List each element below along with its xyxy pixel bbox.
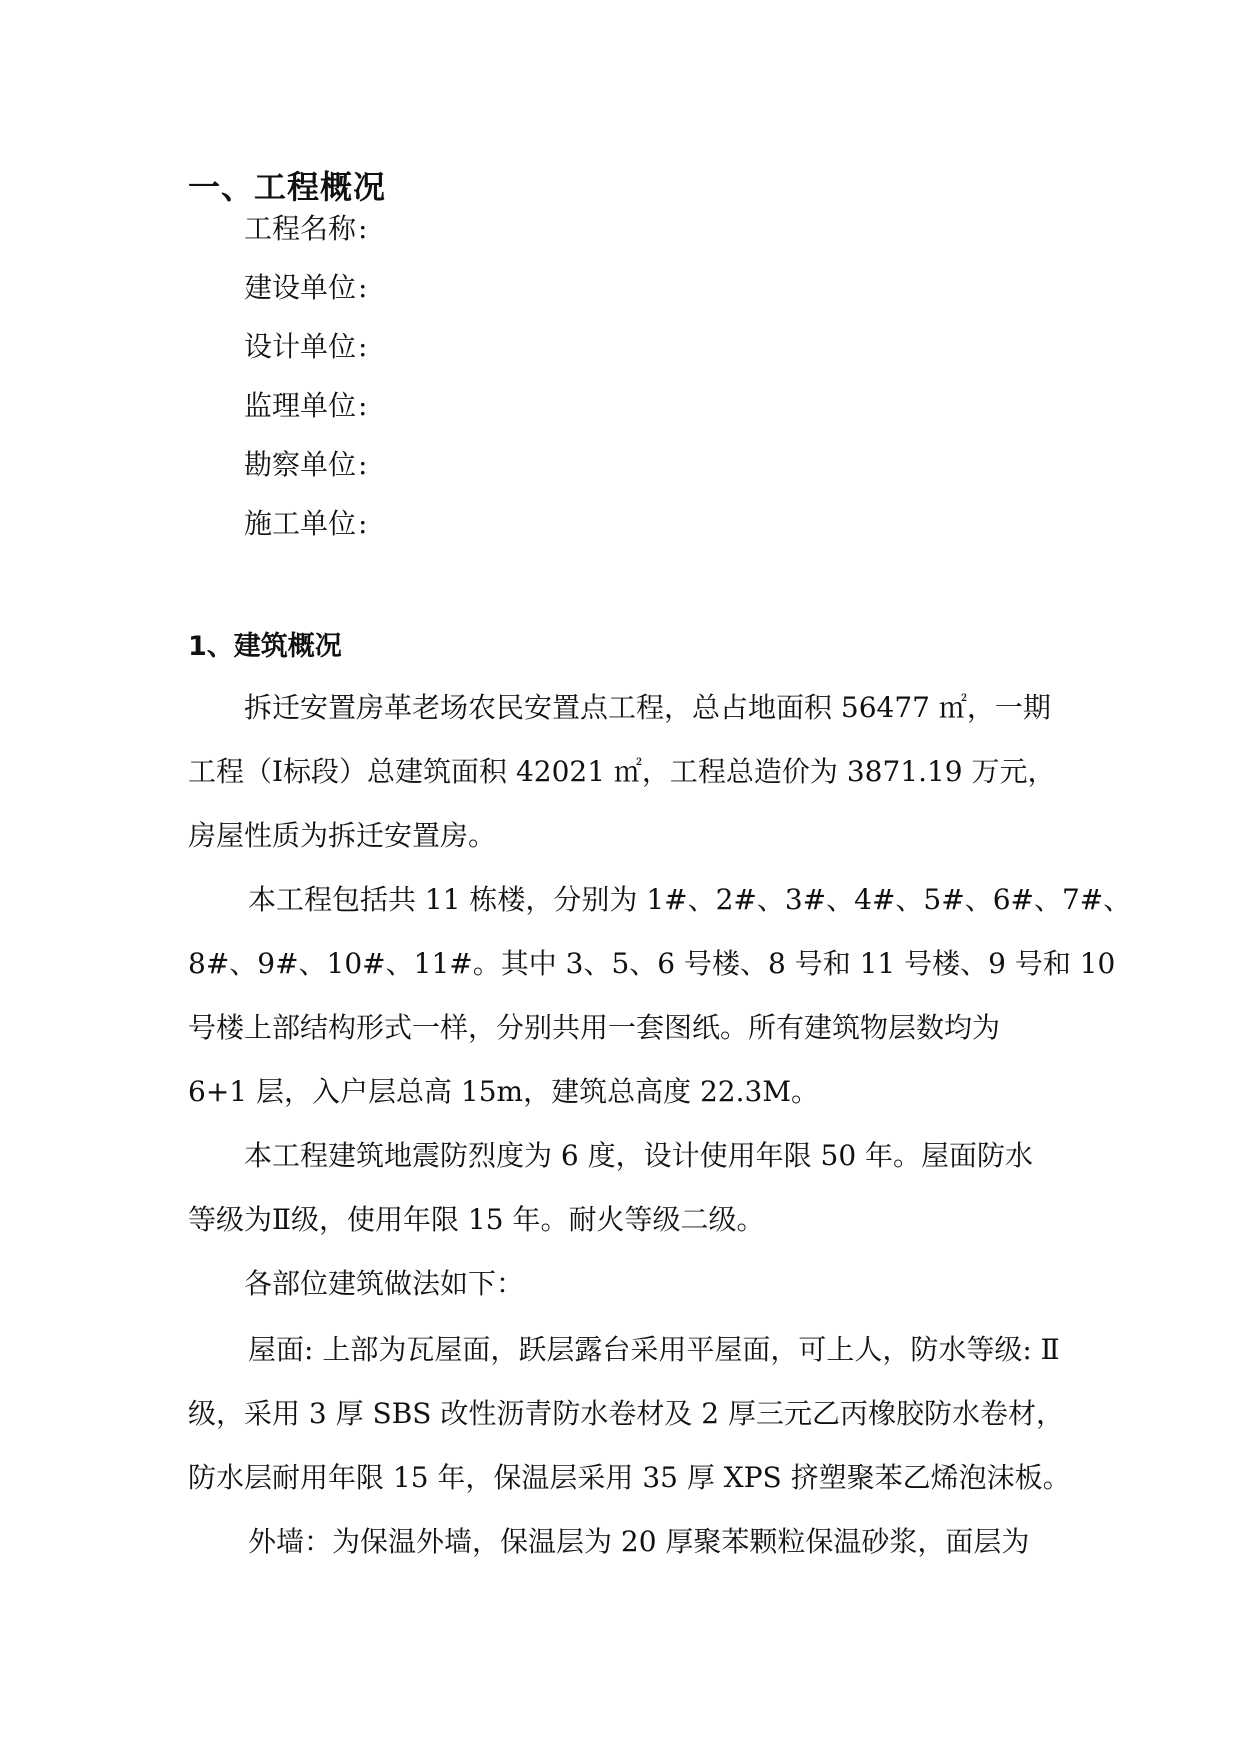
body-line: 防水层耐用年限 15 年，保温层采用 35 厚 XPS 挤塑聚苯乙烯泡沫板。 xyxy=(188,1461,1071,1494)
field-contractor-unit xyxy=(244,502,367,542)
section-title: 一、工程概况 xyxy=(188,168,387,206)
field-colon: : xyxy=(358,271,368,304)
field-supervision-unit xyxy=(244,384,367,424)
body-line: 工程（Ⅰ标段）总建筑面积 42021 ㎡，工程总造价为 3871.19 万元， xyxy=(188,755,1056,788)
body-line: 各部位建筑做法如下： xyxy=(244,1267,525,1300)
field-label: 设计单位 xyxy=(244,330,357,363)
body-line: 屋面: 上部为瓦屋面，跃层露台采用平屋面，可上人，防水等级: Ⅱ xyxy=(248,1333,1060,1366)
body-line: 外墙：为保温外墙，保温层为 20 厚聚苯颗粒保温砂浆，面层为 xyxy=(248,1525,1030,1558)
field-construction-unit xyxy=(244,266,367,306)
body-line: 6+1 层，入户层总高 15m，建筑总高度 22.3M。 xyxy=(188,1075,819,1108)
field-project-name xyxy=(244,207,367,247)
body-line: 拆迁安置房革老场农民安置点工程，总占地面积 56477 ㎡，一期 xyxy=(244,691,1051,724)
body-line: 号楼上部结构形式一样，分别共用一套图纸。所有建筑物层数均为 xyxy=(188,1011,1001,1044)
body-line: 房屋性质为拆迁安置房。 xyxy=(188,819,497,852)
field-design-unit xyxy=(244,325,367,365)
field-colon: : xyxy=(358,330,368,363)
field-label: 勘察单位 xyxy=(244,448,357,481)
field-colon: : xyxy=(358,507,368,540)
body-line: 等级为Ⅱ级，使用年限 15 年。耐火等级二级。 xyxy=(188,1203,765,1236)
field-survey-unit xyxy=(244,443,367,483)
field-label: 监理单位 xyxy=(244,389,357,422)
subsection-title: 1、建筑概况 xyxy=(188,631,342,662)
body-line: 本工程包括共 11 栋楼，分别为 1#、2#、3#、4#、5#、6#、7#、 xyxy=(248,883,1132,916)
body-line: 级，采用 3 厚 SBS 改性沥青防水卷材及 2 厚三元乙丙橡胶防水卷材， xyxy=(188,1397,1064,1430)
field-colon: : xyxy=(358,448,368,481)
field-label: 工程名称 xyxy=(244,212,357,245)
body-line: 8#、9#、10#、11#。其中 3、5、6 号楼、8 号和 11 号楼、9 号和 10 xyxy=(188,947,1116,980)
field-label: 建设单位 xyxy=(244,271,357,304)
field-colon: : xyxy=(358,389,368,422)
body-line: 本工程建筑地震防烈度为 6 度，设计使用年限 50 年。屋面防水 xyxy=(244,1139,1034,1172)
field-colon: : xyxy=(358,212,368,245)
field-label: 施工单位 xyxy=(244,507,357,540)
